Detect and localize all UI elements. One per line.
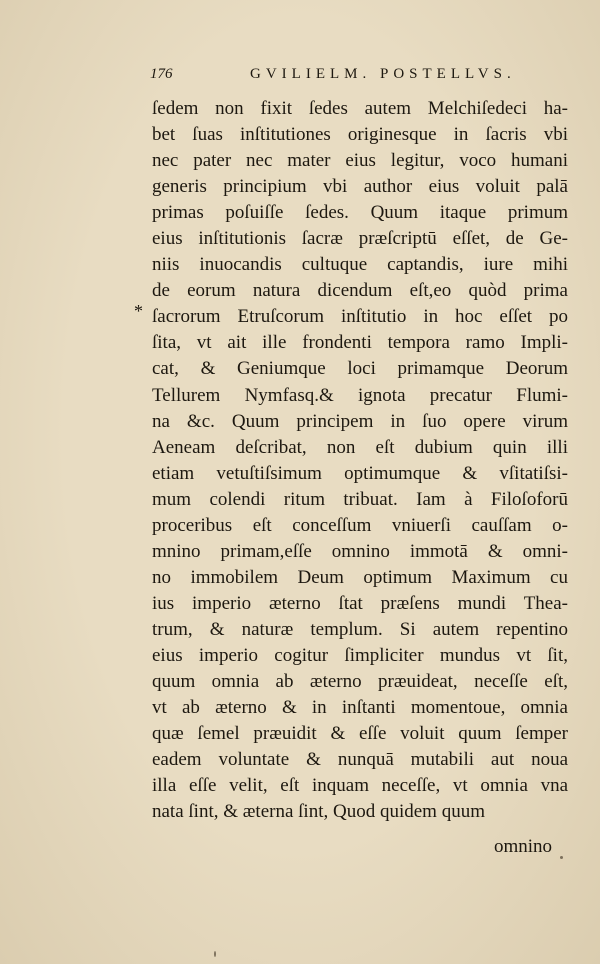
text-line: mum colendi ritum tribuat. Iam à Filoſoforū [152,488,568,510]
text-line: mnino primam,eſſe omnino immotā & omni- [152,540,568,562]
text-line: bet ſuas inſtitutiones originesque in ſacris vbi [152,124,568,146]
catchword: omnino [494,836,553,857]
text-line: cat, & Geniumque loci primamque Deorum [152,358,568,380]
text-line: quæ ſemel præuidit & eſſe voluit quum ſemper [152,723,568,745]
ink-speck [214,951,216,957]
page-number: 176 [150,66,173,82]
text-line: Tellurem Nymfasq.& ignota precatur Flumi- [152,384,568,406]
text-line: nata ſint, & æterna ſint, Quod quidem quum [152,801,485,823]
text-line: quum omnia ab æterno præuideat, neceſſe eſt, [152,671,568,693]
text-line: etiam vetuſtiſsimum optimumque & vſitatiſsi- [152,462,568,484]
text-line: de eorum natura dicendum eſt,eo quòd prima [152,280,568,302]
text-line: eius imperio cogitur ſimpliciter mundus vt ſit, [152,644,568,666]
text-line: illa eſſe velit, eſt inquam neceſſe, vt omnia vna [152,775,568,797]
text-line: vt ab æterno & in inſtanti momentoue, omnia [152,697,568,719]
margin-asterisk: * [134,301,143,321]
text-line: no immobilem Deum optimum Maximum cu [152,566,568,588]
text-line: generis principium vbi author eius voluit palā [152,176,568,198]
text-line: proceribus eſt conceſſum vniuerſi cauſſam o- [152,514,568,536]
body-text [152,96,568,825]
text-line: eius inſtitutionis ſacræ præſcriptū eſſet, de Ge- [152,228,568,250]
running-head: GVILIELM. POSTELLVS. [250,66,516,82]
text-line: ius imperio æterno ſtat præſens mundi Thea- [152,592,568,614]
text-line: na &c. Quum principem in ſuo opere virum [152,410,568,432]
text-line: Aeneam deſcribat, non eſt dubium quin illi [152,436,568,458]
ink-speck [560,856,563,859]
text-line: trum, & naturæ templum. Si autem repentino [152,618,568,640]
page-header [150,62,570,92]
text-line: eadem voluntate & nunquā mutabili aut noua [152,749,568,771]
text-line: niis inuocandis cultuque captandis, iure mihi [152,254,568,276]
text-line: ſedem non fixit ſedes autem Melchiſedeci ha- [152,98,568,119]
text-line: ſacrorum Etruſcorum inſtitutio in hoc eſſet po [152,306,568,328]
text-line: ſita, vt ait ille frondenti tempora ramo Impli- [152,332,568,354]
text-line: primas poſuiſſe ſedes. Quum itaque primum [152,202,568,224]
text-line: nec pater nec mater eius legitur, voco humani [152,150,568,172]
